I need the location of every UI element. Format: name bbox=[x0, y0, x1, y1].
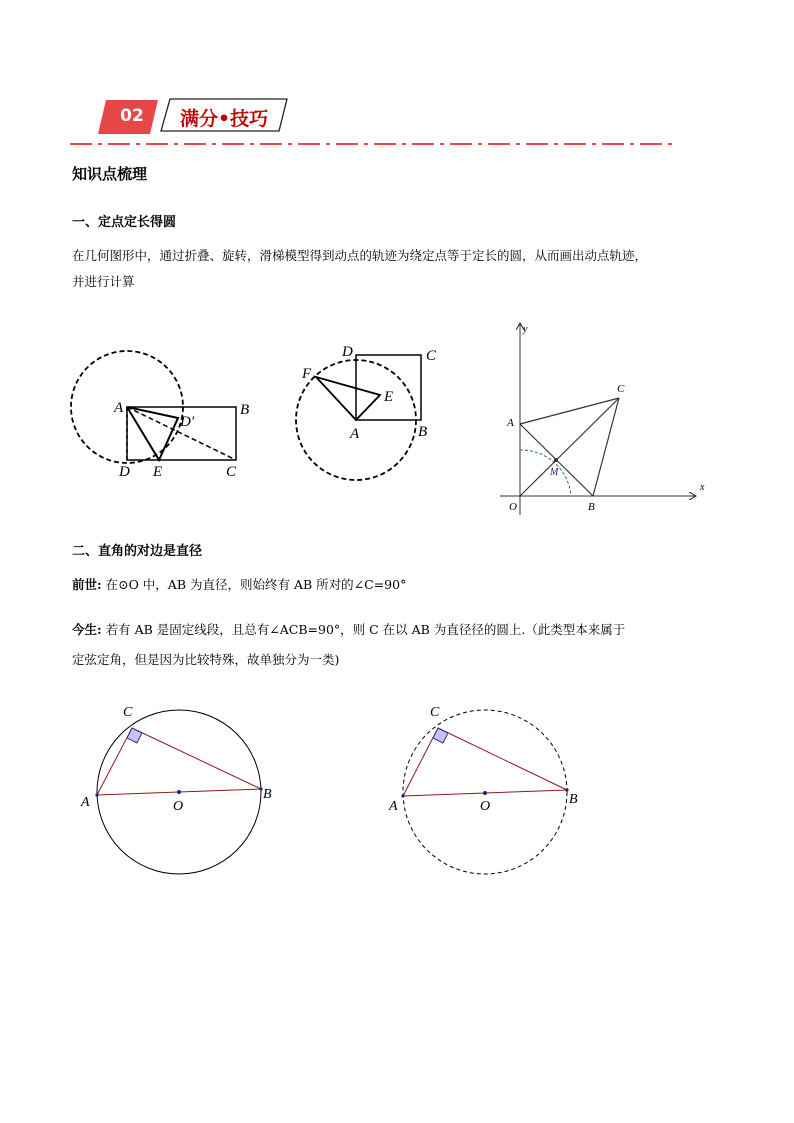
part1-line2: 并进行计算 bbox=[72, 274, 135, 289]
part1-line1: 在几何图形中，通过折叠、旋转，滑梯模型得到动点的轨迹为绕定点等于定长的圆，从而画出动点轨迹， bbox=[72, 248, 648, 263]
label-x: x bbox=[700, 482, 705, 493]
triangle-AEF bbox=[316, 377, 380, 420]
folded-triangle bbox=[127, 407, 178, 460]
label-A: A bbox=[81, 795, 90, 810]
label-C: C bbox=[226, 464, 237, 480]
section-number: 02 bbox=[120, 106, 144, 126]
label-F: F bbox=[302, 366, 312, 382]
figure-square-rotation bbox=[290, 340, 450, 490]
part1-paragraph bbox=[72, 243, 722, 295]
jinsheng-text-1: 若有 AB 是固定线段，且总有∠ACB=90°，则 C 在以 AB 为直径径的圆上.（此类型本来属于 bbox=[105, 622, 626, 637]
qianshi-line bbox=[72, 572, 732, 598]
figure-rectangle-fold bbox=[60, 340, 260, 485]
label-B: B bbox=[263, 787, 272, 802]
label-D: D bbox=[342, 344, 353, 360]
label-O: O bbox=[173, 799, 184, 814]
label-O: O bbox=[509, 501, 517, 513]
header-divider bbox=[70, 140, 676, 148]
header-title: 满分•技巧 bbox=[180, 108, 269, 130]
label-D: D bbox=[119, 464, 130, 480]
label-B: B bbox=[240, 402, 250, 418]
label-C: C bbox=[123, 705, 133, 720]
right-angle-mark bbox=[433, 728, 448, 743]
part2-heading: 二、直角的对边是直径 bbox=[72, 544, 203, 559]
label-D-prime: D′ bbox=[180, 414, 195, 430]
label-C: C bbox=[430, 705, 440, 720]
jinsheng-paragraph bbox=[72, 617, 732, 673]
label-M: M bbox=[550, 467, 559, 478]
label-A: A bbox=[389, 799, 398, 814]
jinsheng-line2: 定弦定角，但是因为比较特殊，故单独分为一类) bbox=[72, 652, 340, 667]
label-C: C bbox=[426, 348, 437, 364]
part1-heading: 一、定点定长得圆 bbox=[72, 215, 177, 230]
figure-sliding-ladder bbox=[495, 320, 715, 520]
label-A: A bbox=[114, 400, 124, 416]
jinsheng-line1 bbox=[72, 617, 732, 643]
label-B: B bbox=[418, 424, 428, 440]
label-O: O bbox=[480, 799, 491, 814]
section-title: 知识点梳理 bbox=[72, 165, 148, 183]
label-E: E bbox=[153, 464, 163, 480]
label-A: A bbox=[507, 417, 514, 429]
label-B: B bbox=[569, 792, 578, 807]
figure-dashed-circle bbox=[385, 700, 595, 880]
label-A: A bbox=[350, 426, 360, 442]
qianshi-label: 前世: bbox=[72, 577, 102, 592]
label-B: B bbox=[588, 501, 595, 513]
label-C: C bbox=[617, 383, 625, 395]
figure-solid-circle bbox=[75, 700, 285, 880]
label-E: E bbox=[384, 389, 394, 405]
label-y: y bbox=[523, 324, 528, 335]
qianshi-text: 在⊙O 中，AB 为直径，则始终有 AB 所对的∠C=90° bbox=[105, 577, 407, 592]
right-angle-mark bbox=[127, 728, 142, 743]
jinsheng-label: 今生: bbox=[72, 622, 102, 637]
